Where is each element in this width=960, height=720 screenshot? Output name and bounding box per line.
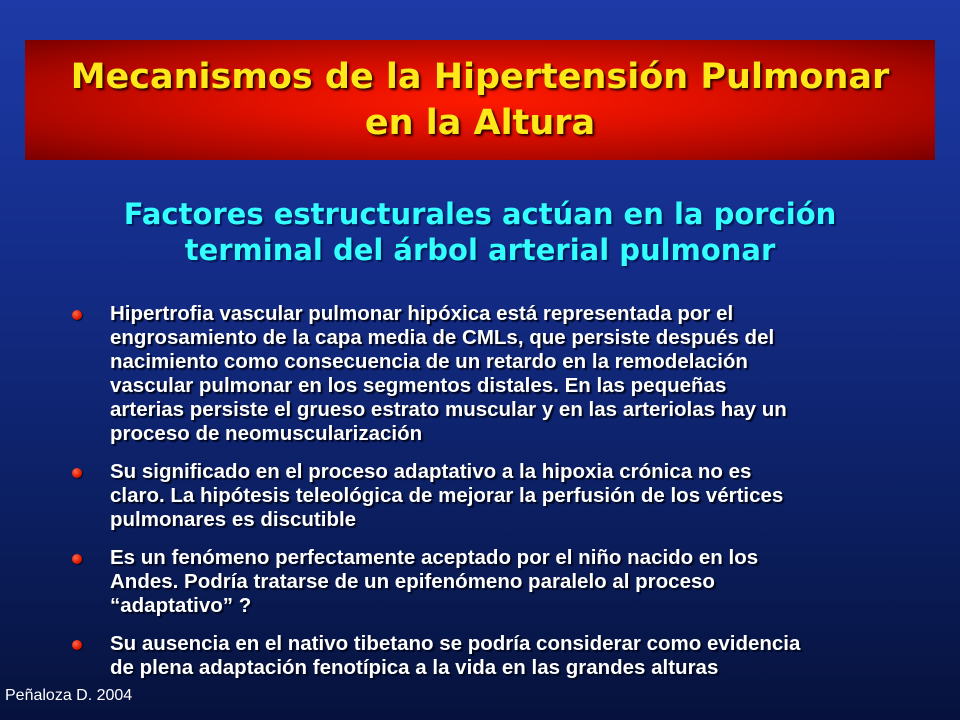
bullet-line: Hipertrofia vascular pulmonar hipóxica está representada por el (110, 302, 734, 325)
bullet-line: nacimiento como consecuencia de un retardo en la remodelación (110, 350, 748, 373)
bullet-line: pulmonares es discutible (110, 508, 357, 531)
bullet-line: claro. La hipótesis teleológica de mejorar la perfusión de los vértices (110, 484, 784, 507)
bullet-line: arterias persiste el grueso estrato muscular y en las arteriolas hay un (110, 398, 787, 421)
bullet-dot-icon (72, 468, 82, 478)
bullet-item (68, 302, 938, 446)
bullet-line: de plena adaptación fenotípica a la vida en las grandes alturas (110, 656, 719, 679)
bullet-item (68, 546, 938, 618)
subtitle-line-1: Factores estructurales actúan en la porción (123, 197, 837, 231)
bullet-item (68, 632, 938, 680)
bullet-line: “adaptativo” ? (110, 594, 252, 617)
bullet-line: proceso de neomuscularización (110, 422, 423, 445)
bullet-list (68, 302, 938, 694)
bullet-line: engrosamiento de la capa media de CMLs, que persiste después del (110, 326, 775, 349)
bullet-line: Andes. Podría tratarse de un epifenómeno paralelo al proceso (110, 570, 715, 593)
bullet-item (68, 460, 938, 532)
bullet-dot-icon (72, 640, 82, 650)
bullet-line: Es un fenómeno perfectamente aceptado por el niño nacido en los (110, 546, 759, 569)
slide-subtitle (20, 196, 940, 268)
subtitle-line-2: terminal del árbol arterial pulmonar (184, 233, 776, 267)
bullet-line: vascular pulmonar en los segmentos distales. En las pequeñas (110, 374, 727, 397)
bullet-line: Su significado en el proceso adaptativo a la hipoxia crónica no es (110, 460, 752, 483)
title-banner (25, 40, 935, 160)
slide-title-line-1: Mecanismos de la Hipertensión Pulmonar (70, 57, 890, 97)
bullet-dot-icon (72, 554, 82, 564)
bullet-dot-icon (72, 310, 82, 320)
bullet-line: Su ausencia en el nativo tibetano se podría considerar como evidencia (110, 632, 801, 655)
slide-title-line-2: en la Altura (364, 103, 596, 143)
citation: Peñaloza D. 2004 (5, 687, 133, 704)
